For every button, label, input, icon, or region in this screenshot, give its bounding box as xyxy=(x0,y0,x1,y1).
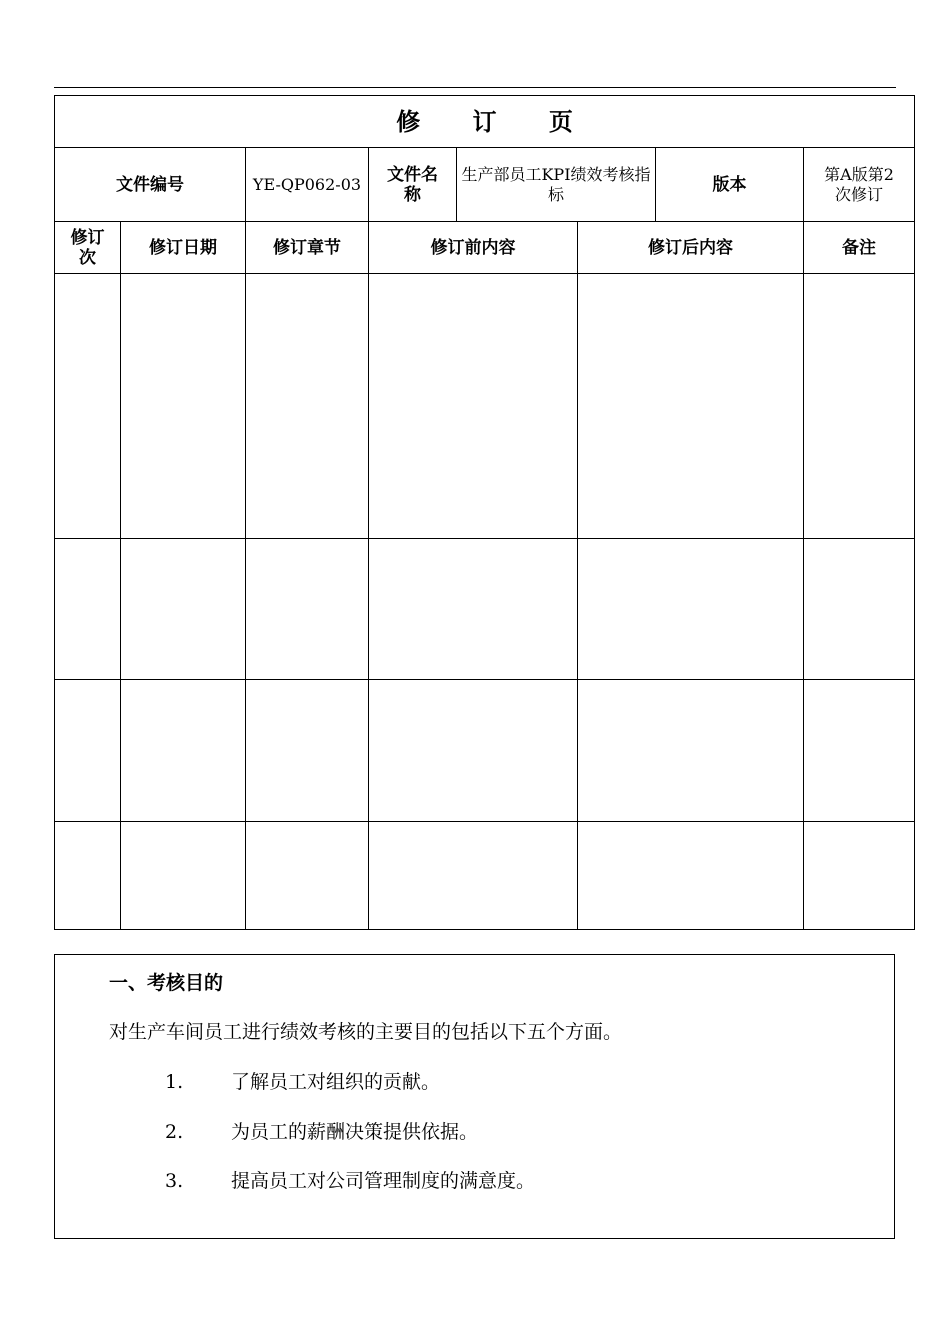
list-item-number: 1. xyxy=(165,1071,184,1093)
table-row xyxy=(55,274,915,539)
table-cell xyxy=(369,822,578,930)
file-name-value: 生产部员工KPI绩效考核指标 xyxy=(457,148,656,222)
section-heading: 一、考核目的 xyxy=(109,972,224,994)
table-cell xyxy=(246,680,369,822)
list-item-text: 为员工的薪酬决策提供依据。 xyxy=(231,1121,479,1143)
file-no-value: YE-QP062-03 xyxy=(246,148,369,222)
list-item xyxy=(165,1169,535,1193)
table-row xyxy=(55,822,915,930)
file-no-label: 文件编号 xyxy=(55,148,246,222)
file-name-label xyxy=(369,148,457,222)
table-cell xyxy=(578,274,804,539)
table-cell xyxy=(578,680,804,822)
version-value-text: 第A版第2次修订 xyxy=(824,164,894,204)
table-cell xyxy=(121,274,246,539)
table-cell xyxy=(121,822,246,930)
list-item xyxy=(165,1120,478,1144)
table-cell xyxy=(578,539,804,680)
col-revision-no xyxy=(55,222,121,274)
table-cell xyxy=(121,539,246,680)
col-content-before: 修订前内容 xyxy=(369,222,578,274)
table-cell xyxy=(246,539,369,680)
list-item-text: 了解员工对组织的贡献。 xyxy=(231,1071,441,1093)
revision-page-title: 修 订 页 xyxy=(55,96,915,148)
table-cell xyxy=(804,680,915,822)
col-revision-no-text: 修订次 xyxy=(70,227,105,268)
table-cell xyxy=(804,539,915,680)
table-cell xyxy=(121,680,246,822)
table-cell xyxy=(55,539,121,680)
table-cell xyxy=(578,822,804,930)
table-cell xyxy=(369,680,578,822)
col-revision-date: 修订日期 xyxy=(121,222,246,274)
table-cell xyxy=(369,539,578,680)
file-name-label-text: 文件名称 xyxy=(387,164,438,205)
version-value xyxy=(804,148,915,222)
table-cell xyxy=(804,274,915,539)
assessment-purpose-section xyxy=(54,954,895,1239)
table-cell xyxy=(55,680,121,822)
list-item-number: 2. xyxy=(165,1121,184,1143)
col-remarks: 备注 xyxy=(804,222,915,274)
table-cell xyxy=(55,274,121,539)
col-content-after: 修订后内容 xyxy=(578,222,804,274)
col-revision-section: 修订章节 xyxy=(246,222,369,274)
list-item xyxy=(165,1070,440,1094)
version-label: 版本 xyxy=(656,148,804,222)
header-rule xyxy=(54,87,896,88)
table-cell xyxy=(804,822,915,930)
table-row xyxy=(55,680,915,822)
list-item-text: 提高员工对公司管理制度的满意度。 xyxy=(231,1170,536,1192)
table-row xyxy=(55,539,915,680)
table-cell xyxy=(246,274,369,539)
table-cell xyxy=(55,822,121,930)
table-cell xyxy=(246,822,369,930)
table-cell xyxy=(369,274,578,539)
list-item-number: 3. xyxy=(165,1170,184,1192)
revision-table xyxy=(54,95,915,930)
section-intro: 对生产车间员工进行绩效考核的主要目的包括以下五个方面。 xyxy=(109,1021,623,1043)
